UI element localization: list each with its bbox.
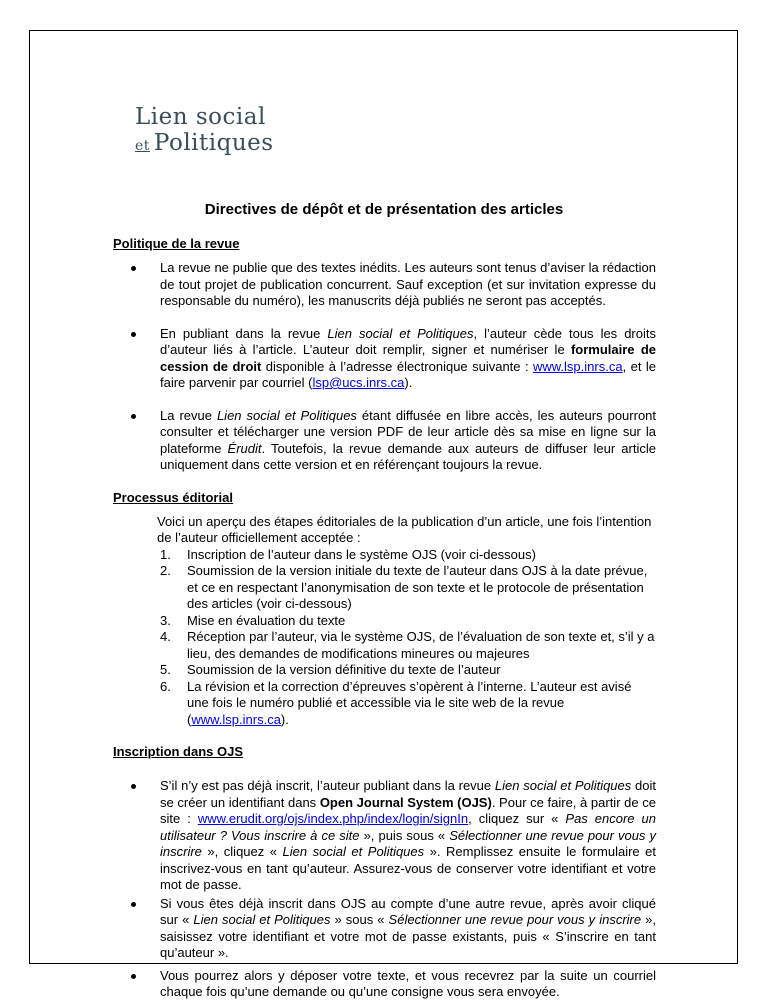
italic-text: Lien social et Politiques (193, 912, 331, 927)
inscription-bullet (160, 968, 656, 1001)
italic-text: Lien social et Politiques (494, 778, 632, 793)
italic-text: Lien social et Politiques (327, 325, 474, 341)
italic-text: Lien social et Politiques (282, 844, 425, 859)
text: S’il n’y est pas déjà inscrit, l’auteur publiant dans la revue (160, 778, 495, 793)
text: étant diffusée en libre accès, les auteurs pourront consulter et télécharger une version PDF de leur article dès sa mise en ligne sur la plateforme (160, 407, 657, 456)
text: En publiant dans la revue (160, 325, 328, 341)
text: ). (280, 711, 289, 727)
text: », saisissez votre identifiant et votre mot de passe existants, puis « S’inscrire en tant qu’auteur ». (160, 912, 656, 960)
text: Inscription de l’auteur dans le système OJS (voir ci-dessous) (187, 546, 536, 562)
link[interactable]: lsp@ucs.inrs.ca (312, 375, 405, 390)
text: doit se créer un identifiant dans (160, 778, 657, 810)
text: Réception par l’auteur, via le système OJS, de l’évaluation de son texte et, s’il y a lieu, des demandes de modifications mineures ou majeures (187, 629, 655, 661)
bold-text: formulaire de cession de droit (160, 342, 657, 374)
text: La revue (160, 407, 217, 423)
text: » sous « (330, 912, 389, 927)
step-number: 1. (160, 546, 171, 562)
text: La revue ne publie que des textes inédits. Les auteurs sont tenus d’aviser la rédaction de tout projet de publication concurrent. Sauf exception (et sur invitation expresse du responsable du numéro), les manuscrits déjà publiés ne seront pas acceptés. (160, 260, 656, 308)
step-item (160, 563, 656, 613)
step-number: 4. (160, 629, 171, 644)
step-number: 5. (160, 662, 171, 677)
text: disponible à l’adresse électronique suivante : (261, 358, 533, 374)
text: Vous pourrez alors y déposer votre texte, et vous recevrez par la suite un courriel chaque fois qu’une demande ou qu’une consigne vous sera envoyée. (160, 967, 656, 999)
text: », cliquez « (201, 844, 283, 859)
text: ). (404, 375, 413, 390)
italic-text: Pas encore un utilisateur ? Vous inscrire à ce site (160, 811, 656, 843)
logo-line-1: Lien social (135, 104, 266, 130)
processus-steps (160, 547, 656, 729)
heading-processus: Processus éditorial (113, 489, 233, 505)
processus-intro: Voici un aperçu des étapes éditoriales de la publication d’un article, une fois l’intention de l’auteur officiellement acceptée : (157, 513, 652, 545)
heading-inscription: Inscription dans OJS (113, 744, 244, 759)
text: La révision et la correction d’épreuves s’opèrent à l’interne. L’auteur est avisé une fois le numéro publié et accessible via le site web de la revue ( (187, 678, 632, 727)
logo-et: et (135, 138, 150, 154)
bold-text: Open Journal System (OJS) (319, 794, 492, 810)
text: , cliquez sur « (468, 811, 566, 826)
step-item (160, 547, 656, 564)
italic-text: Sélectionner une revue pour vous y inscrire (160, 827, 656, 859)
document-title: Directives de dépôt et de présentation des articles (204, 201, 564, 218)
text: , l’auteur cède tous les droits d’auteur liés à l’article. L’auteur doit remplir, signer et numériser le (160, 325, 656, 357)
text: . Pour ce faire, à partir de ce site : (160, 794, 656, 826)
text: . Toutefois, la revue demande aux auteurs de diffuser leur article uniquement dans cette version et en référençant toujours la revue. (160, 440, 656, 472)
document-body (0, 201, 768, 1007)
text: ». Remplissez ensuite le formulaire et inscrivez-vous en tant qu’auteur. Assurez-vous de conserver votre identifiant et votre mot de passe. (160, 844, 657, 892)
inscription-bullet (160, 778, 656, 894)
logo-line-2: Politiques (153, 130, 274, 156)
heading-politique: Politique de la revue (113, 236, 240, 251)
link[interactable]: www.erudit.org/ojs/index.php/index/login/signIn (197, 811, 469, 826)
italic-text: Sélectionner une revue pour vous y inscrire (388, 912, 642, 927)
italic-text: Érudit (227, 440, 262, 456)
inscription-bullet (160, 896, 656, 962)
text: », puis sous « (359, 827, 450, 843)
italic-text: Lien social et Politiques (216, 407, 357, 423)
step-item (160, 679, 656, 729)
step-number: 2. (160, 563, 171, 578)
link[interactable]: www.lsp.inrs.ca (191, 711, 281, 727)
step-item (160, 662, 656, 679)
link[interactable]: www.lsp.inrs.ca (532, 358, 623, 374)
text: , et le faire parvenir par courriel ( (160, 358, 656, 390)
step-number: 3. (160, 612, 171, 628)
journal-logo (135, 104, 274, 159)
step-item (160, 613, 656, 630)
politique-bullet (160, 260, 656, 310)
text: Soumission de la version initiale du texte de l’auteur dans OJS à la date prévue, et ce en respectant l’anonymisation de son texte et le protocole de présentation des articles (voir ci-dessous) (187, 563, 648, 611)
text: Si vous êtes déjà inscrit dans OJS au compte d’une autre revue, après avoir cliqué sur « (160, 895, 656, 927)
politique-bullet (160, 408, 656, 474)
step-item (160, 629, 656, 662)
step-number: 6. (160, 678, 171, 694)
politique-bullet (160, 326, 656, 392)
text: Soumission de la version définitive du texte de l’auteur (187, 662, 501, 677)
text: Mise en évaluation du texte (187, 612, 346, 628)
